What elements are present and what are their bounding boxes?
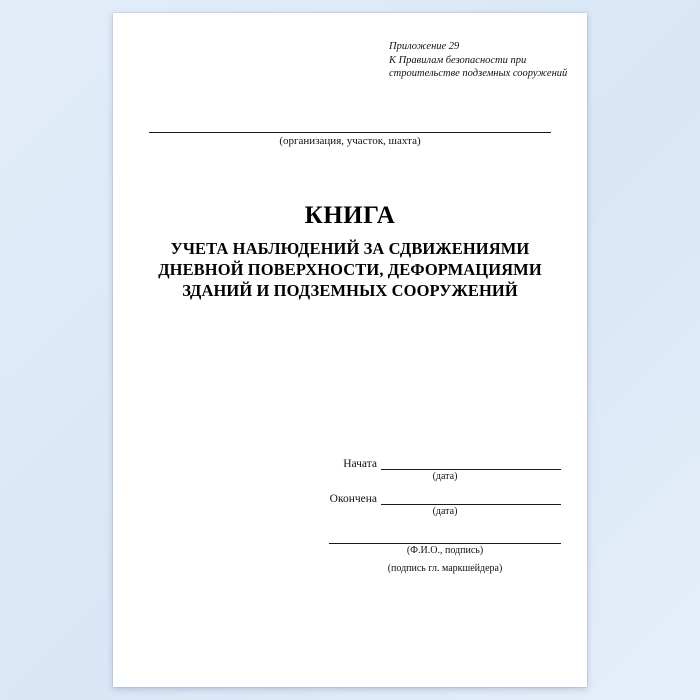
fio-field-row <box>139 527 561 544</box>
appendix-line-2: К Правилам безопасности при <box>389 54 527 66</box>
started-date-blank[interactable] <box>381 457 561 470</box>
document-footer <box>139 453 561 575</box>
title-subtitle-line-2: ДНЕВНОЙ ПОВЕРХНОСТИ, ДЕФОРМАЦИЯМИ <box>158 260 542 279</box>
ended-field-row <box>139 488 561 505</box>
title-subtitle-line-1: УЧЕТА НАБЛЮДЕНИЙ ЗА СДВИЖЕНИЯМИ <box>170 239 530 258</box>
ended-label: Окончена <box>329 493 377 505</box>
title-subtitle-line-3: ЗДАНИЙ И ПОДЗЕМНЫХ СООРУЖЕНИЙ <box>182 281 518 300</box>
appendix-reference <box>389 40 579 81</box>
appendix-line-1: Приложение 29 <box>389 41 460 52</box>
started-caption: (дата) <box>432 471 458 482</box>
ended-date-blank[interactable] <box>381 492 561 505</box>
title-subtitle <box>139 238 561 301</box>
title-main: КНИГА <box>304 202 396 229</box>
appendix-line-3: строительстве подземных сооружений <box>389 68 568 79</box>
signature-caption: (подпись гл. маркшейдера) <box>387 563 503 574</box>
started-label: Начата <box>343 458 377 470</box>
started-field-row <box>139 453 561 470</box>
ended-caption: (дата) <box>432 506 458 517</box>
organization-blank-rule <box>149 132 551 133</box>
fio-caption: (Ф.И.О., подпись) <box>406 545 484 556</box>
page-title <box>139 201 561 301</box>
fio-blank[interactable] <box>329 531 561 544</box>
organization-caption: (организация, участок, шахта) <box>279 135 421 147</box>
document-page <box>113 13 587 687</box>
